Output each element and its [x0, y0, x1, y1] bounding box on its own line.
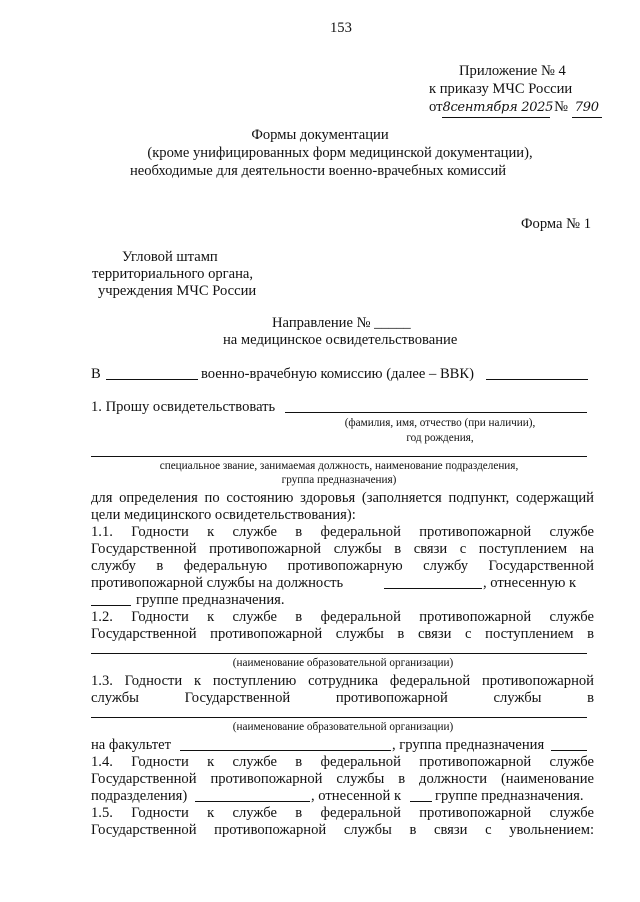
purpose-line-1: для определения по состоянию здоровья (заполняется подпункт, содержащий [91, 490, 594, 506]
vvk-blank-2[interactable] [486, 379, 588, 380]
group-blank-2[interactable] [410, 801, 432, 802]
caption-name: (фамилия, имя, отчество (при наличии), [344, 417, 536, 429]
request-label: 1. Прошу освидетельствовать [91, 399, 276, 415]
faculty-group-label: , группа предназначения [392, 737, 545, 753]
faculty-prefix: на факультет [91, 737, 172, 753]
date-prefix: от [429, 99, 443, 115]
item-1-3-line-2: службы Государственной противопожарной службы в [91, 690, 594, 706]
rank-blank[interactable] [91, 456, 587, 457]
item-1-5-line-2: Государственной противопожарной службы в связи с увольнением: [91, 822, 594, 838]
caption-year: год рождения, [406, 432, 474, 444]
appendix-date-line [429, 98, 602, 118]
vvk-blank-1[interactable] [106, 379, 198, 380]
page-number: 153 [330, 20, 352, 36]
person-blank[interactable] [285, 412, 587, 413]
item-1-4-line-3a: подразделения) [91, 788, 188, 804]
stamp-line-2: территориального органа, [92, 266, 254, 282]
caption-rank: специальное звание, занимаемая должность, наименование подразделения, [159, 460, 519, 472]
item-1-1-line-2: Государственной противопожарной службы в связи с поступлением на [91, 541, 594, 557]
number-prefix: № [554, 99, 569, 115]
vvk-prefix: В [91, 366, 101, 382]
item-1-1-line-4b: , отнесенную к [483, 575, 577, 591]
heading-line-3: необходимые для деятельности военно-врачебных комиссий [129, 163, 507, 179]
item-1-4-line-3b: , отнесенной к [311, 788, 402, 804]
caption-group: группа предназначения) [281, 474, 397, 486]
direction-subtitle: на медицинское освидетельствование [223, 332, 458, 348]
group-blank-1[interactable] [91, 605, 131, 606]
handwritten-date: 8сентября 2025 [442, 98, 550, 118]
heading-line-1: Формы документации [251, 127, 389, 143]
subdivision-blank[interactable] [195, 801, 310, 802]
appendix-order: к приказу МЧС России [429, 81, 573, 97]
handwritten-number: 790 [572, 98, 602, 118]
item-1-2-line-1: 1.2. Годности к службе в федеральной противопожарной службе [91, 609, 594, 625]
position-blank[interactable] [384, 588, 482, 589]
faculty-blank[interactable] [180, 750, 391, 751]
appendix-title: Приложение № 4 [459, 63, 566, 79]
item-1-4-line-1: 1.4. Годности к службе в федеральной противопожарной службе [91, 754, 594, 770]
item-1-2-caption: (наименование образовательной организации) [232, 657, 454, 669]
item-1-1-line-1: 1.1. Годности к службе в федеральной противопожарной службе [91, 524, 594, 540]
direction-title: Направление № _____ [272, 315, 411, 331]
faculty-group-blank[interactable] [551, 750, 587, 751]
vvk-text: военно-врачебную комиссию (далее – ВВК) [201, 366, 475, 382]
purpose-line-2: цели медицинского освидетельствования): [91, 507, 356, 523]
item-1-3-caption: (наименование образовательной организации) [232, 721, 454, 733]
edu-org-blank-2[interactable] [91, 717, 587, 718]
item-1-1-line-3: службу в федеральную противопожарную службу Государственной [91, 558, 594, 574]
item-1-3-line-1: 1.3. Годности к поступлению сотрудника федеральной противопожарной [91, 673, 594, 689]
item-1-4-line-2: Государственной противопожарной службы в должности (наименование [91, 771, 594, 787]
item-1-2-line-2: Государственной противопожарной службы в связи с поступлением в [91, 626, 594, 642]
item-1-1-line-5: группе предназначения. [136, 592, 285, 608]
item-1-4-line-3c: группе предназначения. [435, 788, 584, 804]
item-1-1-line-4a: противопожарной службы на должность [91, 575, 344, 591]
stamp-line-1: Угловой штамп [122, 249, 218, 265]
stamp-line-3: учреждения МЧС России [98, 283, 257, 299]
edu-org-blank-1[interactable] [91, 653, 587, 654]
heading-line-2: (кроме унифицированных форм медицинской документации), [147, 145, 533, 161]
item-1-5-line-1: 1.5. Годности к службе в федеральной противопожарной службе [91, 805, 594, 821]
form-label: Форма № 1 [521, 216, 592, 232]
